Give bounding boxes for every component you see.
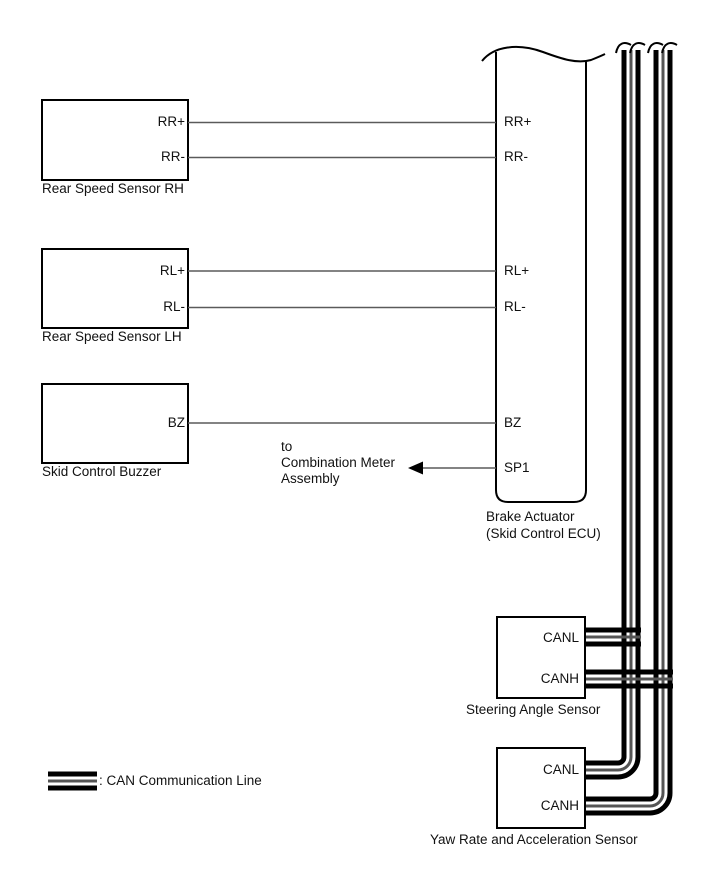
- sp1-note-line1: to: [281, 439, 293, 454]
- steering-canh-bundle: [586, 672, 673, 686]
- pin-label-rl-plus: RL+: [159, 263, 185, 278]
- rear-speed-sensor-rh-box: [42, 100, 188, 180]
- sp1-note-line3: Assembly: [281, 471, 340, 486]
- caption-brake-actuator-line2: (Skid Control ECU): [486, 526, 601, 541]
- yaw-pin-canh: CANH: [540, 798, 579, 813]
- ecu-pin-rl-plus: RL+: [504, 263, 530, 278]
- pin-label-rr-minus: RR-: [161, 149, 185, 164]
- ecu-pin-bz: BZ: [504, 415, 522, 430]
- ecu-pin-rl-minus: RL-: [504, 299, 526, 314]
- ecu-pin-rr-minus: RR-: [504, 149, 528, 164]
- caption-rear-speed-sensor-rh: Rear Speed Sensor RH: [42, 181, 184, 196]
- pin-label-rl-minus: RL-: [163, 299, 185, 314]
- pin-label-bz: BZ: [167, 415, 185, 430]
- steering-pin-canl: CANL: [542, 630, 579, 645]
- ecu-pin-sp1: SP1: [504, 460, 530, 475]
- steering-canl-bundle: [586, 630, 641, 644]
- can-bundle-2: [586, 50, 670, 813]
- yaw-pin-canl: CANL: [542, 762, 579, 777]
- rear-speed-sensor-lh-box: [42, 249, 188, 328]
- can-bundle-1: [586, 50, 638, 777]
- legend-label: : CAN Communication Line: [99, 773, 262, 788]
- caption-yaw-rate-sensor: Yaw Rate and Acceleration Sensor: [430, 832, 638, 847]
- can-line: [586, 50, 624, 763]
- yaw-rate-sensor-box: [497, 748, 585, 828]
- caption-brake-actuator: [486, 508, 601, 542]
- signal-wires: [188, 123, 496, 469]
- caption-brake-actuator-line1: Brake Actuator: [486, 509, 575, 524]
- caption-steering-angle-sensor: Steering Angle Sensor: [466, 702, 601, 717]
- caption-skid-control-buzzer: Skid Control Buzzer: [42, 464, 162, 479]
- sp1-destination-note: [281, 439, 395, 487]
- arrow-left-icon: [408, 462, 423, 475]
- ecu-pin-rr-plus: RR+: [504, 114, 532, 129]
- legend-can-symbol: [48, 774, 97, 788]
- steering-pin-canh: CANH: [540, 671, 579, 686]
- pin-label-rr-plus: RR+: [157, 114, 185, 129]
- caption-rear-speed-sensor-lh: Rear Speed Sensor LH: [42, 329, 182, 344]
- sp1-note-line2: Combination Meter: [281, 455, 396, 470]
